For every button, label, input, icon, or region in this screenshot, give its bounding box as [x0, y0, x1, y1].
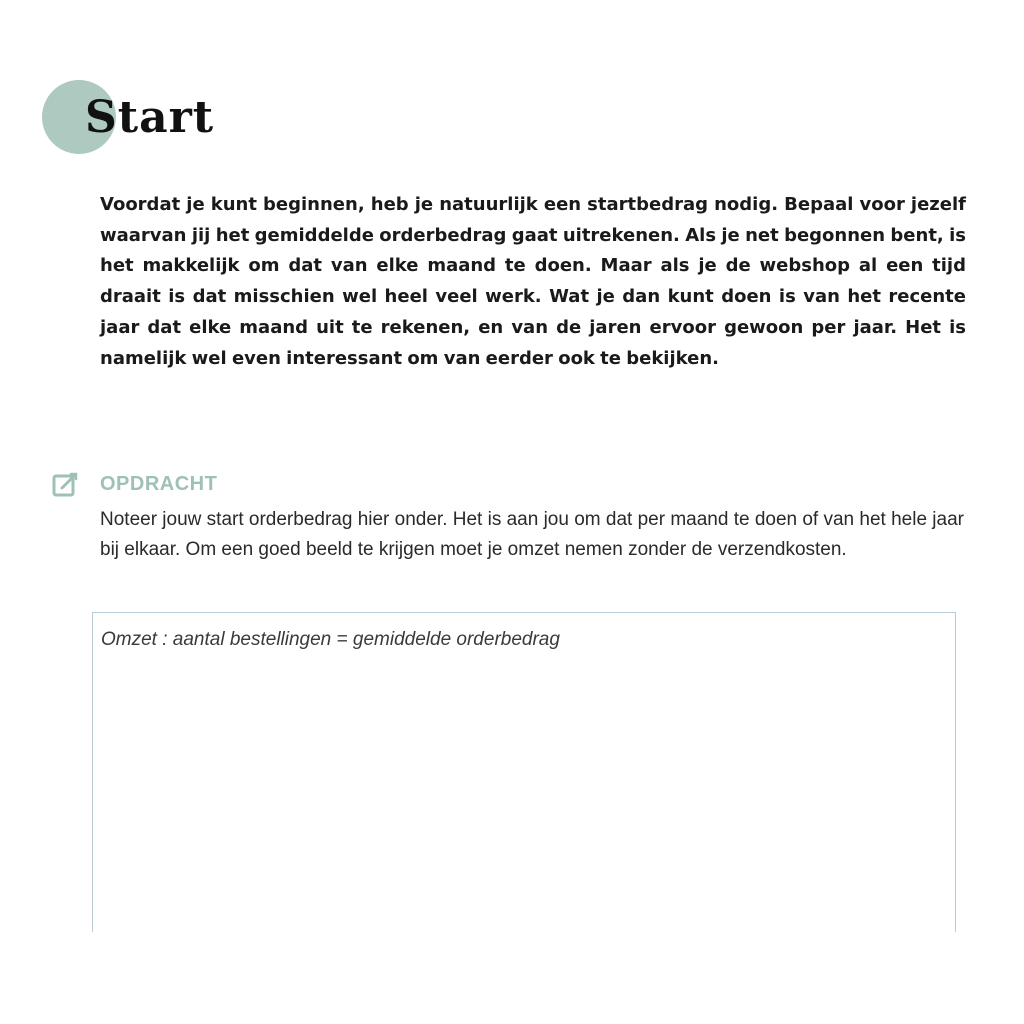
answer-hint: Omzet : aantal bestellingen = gemiddelde orderbedrag: [101, 629, 560, 650]
edit-icon: [50, 470, 80, 500]
intro-paragraph: Voordat je kunt beginnen, heb je natuurlijk een startbedrag nodig. Bepaal voor jezelf waarvan jij het gemiddelde orderbedrag gaat uitrekenen. Als je net begonnen bent, is het makkelijk om dat van elke maand te doen. Maar als je de webshop al een tijd draait is dat misschien wel heel veel werk. Wat je dan kunt doen is van het recente jaar dat elke maand uit te rekenen, en van de jaren ervoor gewoon per jaar. Het is namelijk wel even interessant om van eerder ook te bekijken.: [100, 194, 966, 369]
page-title: Start: [85, 92, 215, 143]
answer-box[interactable]: [92, 612, 956, 932]
assignment-instructions: Noteer jouw start orderbedrag hier onder. Het is aan jou om dat per maand te doen of van het hele jaar bij elkaar. Om een goed beeld te krijgen moet je omzet nemen zonder de verzendkosten.: [100, 509, 964, 560]
assignment-label: OPDRACHT: [100, 473, 218, 495]
